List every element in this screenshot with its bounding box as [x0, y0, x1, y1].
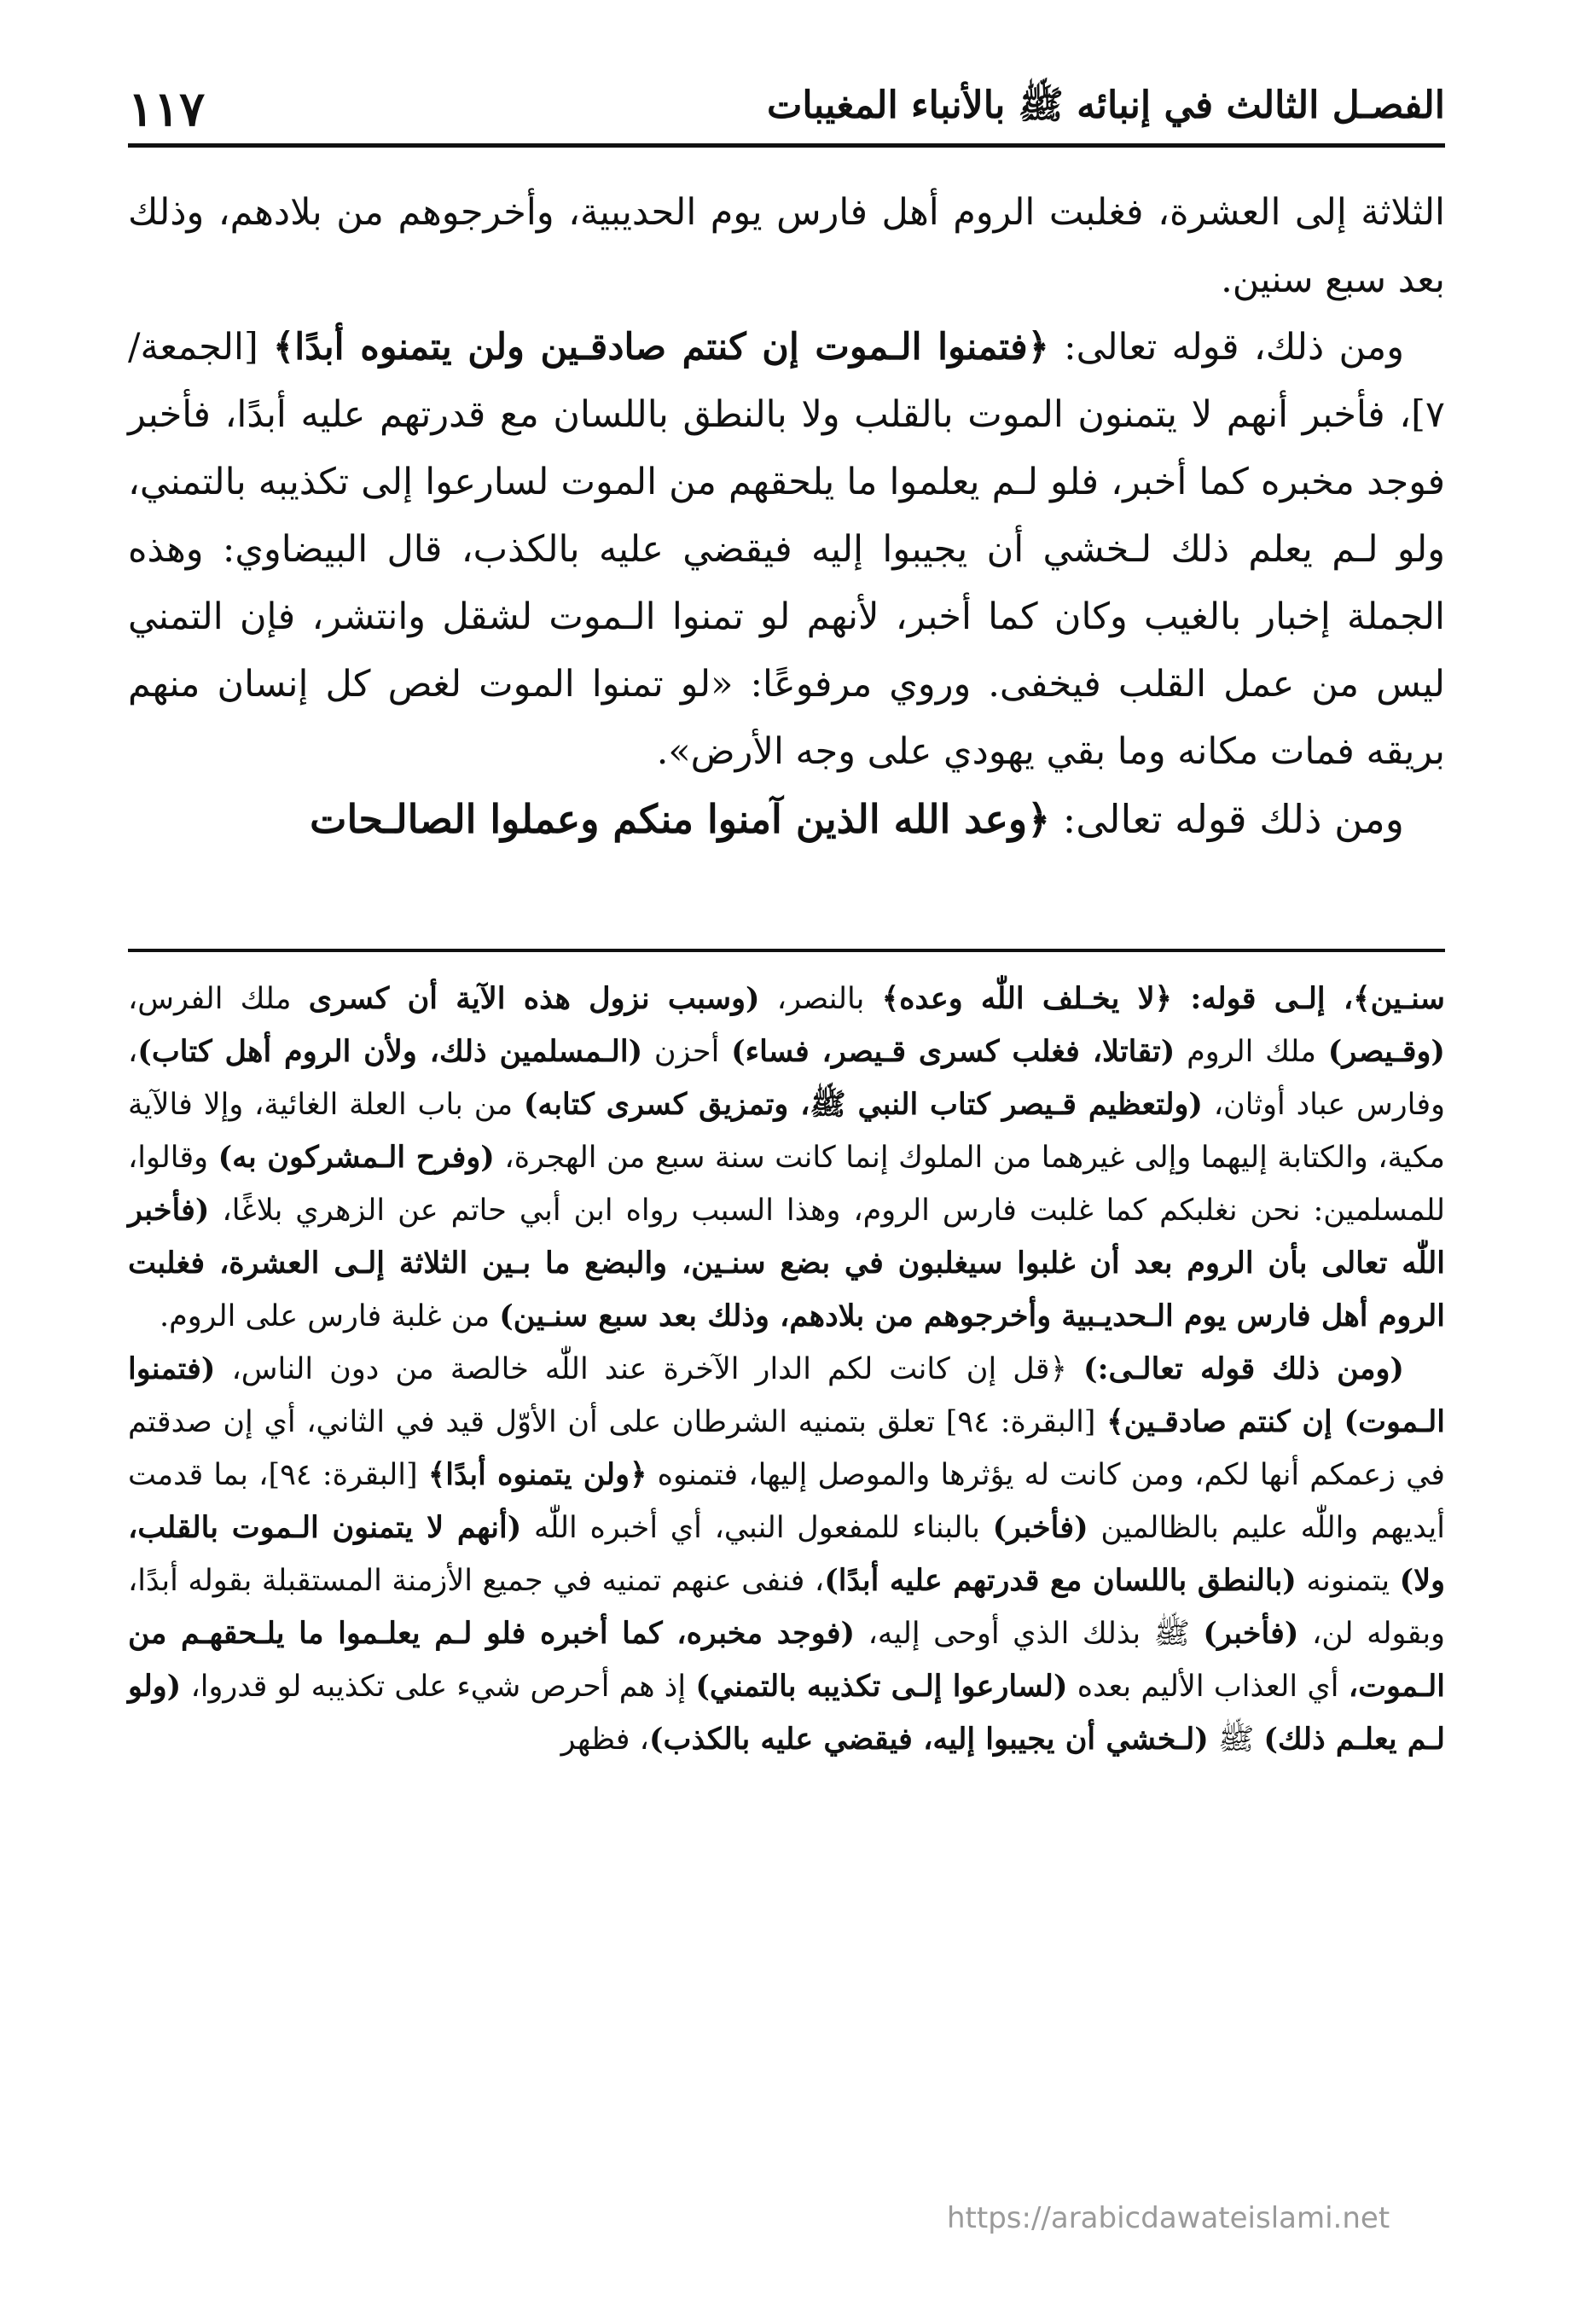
main-paragraph-2	[128, 314, 1445, 786]
commentary-quoted-text: (وفرح الـمشركون به)	[218, 1140, 495, 1175]
quran-verse-1: ﴿فتمنوا الـموت إن كنتم صادقـين ولن يتمنوه أبدًا﴾	[273, 326, 1049, 369]
commentary-quoted-text: (لـخشي أن يجيبوا إليه، فيقضي عليه بالكذب)	[648, 1722, 1209, 1757]
commentary-quoted-text: (لسارعوا إلـى تكذيبه بالتمني)	[695, 1669, 1068, 1704]
running-header	[128, 75, 1445, 143]
commentary-text: ملك الروم	[1175, 1035, 1328, 1069]
watermark-url: https://arabicdawateislami.net	[947, 2201, 1390, 2235]
quran-verse-2: ﴿وعد الله الذين آمنوا منكم وعملوا الصالـحات	[310, 796, 1051, 842]
commentary-paragraph-1	[128, 973, 1445, 1343]
commentary-text: يتمنونه	[1296, 1564, 1400, 1598]
commentary-quoted-text: (ومن ذلك قوله تعالـى:)	[1083, 1351, 1404, 1386]
commentary-paragraph-2	[128, 1343, 1445, 1766]
commentary-text: من غلبة فارس على الروم.	[159, 1299, 500, 1333]
commentary-text: [البقرة: ٩٤] تعلق بتمنيه الشرطان على أن الأوّل قيد في الثاني، أي إن صدقتم في زعمكم أنها لكم، ومن كانت له يؤثرها والموصل إليها، فتمنوه	[128, 1405, 1445, 1492]
commentary-quoted-text: (بالنطق باللسان مع قدرتهم عليه أبدًا)	[824, 1563, 1297, 1598]
commentary-quoted-text: (ولو لـم يعلـم ذلك)	[128, 1669, 1445, 1757]
commentary-text: [البقرة: ٩٤]، بما قدمت أيديهم واللّٰه عليم بالظالمين	[128, 1458, 1446, 1545]
commentary-quoted-text: (أنهم لا يتمنون الـموت بالقلب، ولا)	[128, 1510, 1446, 1598]
main-paragraph-2-intro: ومن ذلك، قوله تعالى:	[1048, 326, 1404, 369]
main-text	[128, 179, 1445, 930]
commentary-quoted-text: (فأخبر اللّٰه تعالى بأن الروم بعد أن غلبوا سيغلبون في بضع سنـين، والبضع ما بـين الثلاثة إلـى العشرة، فغلبت الروم أهل فارس يوم الـحديـبية وأخرجوهم من بلادهم، وذلك بعد سبع سنـين)	[128, 1193, 1445, 1333]
main-paragraph-3-intro: ومن ذلك قوله تعالى:	[1050, 796, 1404, 842]
commentary-quoted-text: (ولتعظيم قـيصر كتاب النبي ﷺ، وتمزيق كسرى كتابه)	[523, 1087, 1203, 1122]
commentary-section	[128, 973, 1445, 2210]
commentary-text: ﷺ بذلك الذي أوحى إليه،	[855, 1617, 1204, 1651]
commentary-text: ، فنفى عنهم تمنيه في جميع الأزمنة المستقبلة بقوله أبدًا، وبقوله لن،	[128, 1564, 1445, 1651]
commentary-quoted-text: (فتمنوا الـموت) إن كنتم صادقـين﴾	[128, 1351, 1445, 1439]
main-paragraph-1: الثلاثة إلى العشرة، فغلبت الروم أهل فارس يوم الحديبية، وأخرجوهم من بلادهم، وذلك بعد سبع سنين.	[128, 191, 1445, 301]
commentary-quoted-text: (الـمسلمين ذلك، ولأن الروم أهل كتاب)	[137, 1034, 643, 1069]
commentary-quoted-text: سنـين﴾، إلـى قوله: ﴿لا يخـلف اللّٰه وعده﴾	[881, 981, 1446, 1016]
commentary-quoted-text: (وقـيصر)	[1327, 1034, 1445, 1069]
commentary-quoted-text: (فأخبر)	[992, 1510, 1088, 1545]
commentary-text: أحزن	[642, 1035, 732, 1069]
main-paragraph-2-body: [الجمعة/ ٧]، فأخبر أنهم لا يتمنون الموت بالقلب ولا بالنطق باللسان مع قدرتهم عليه أبدًا، فأخبر فوجد مخبره كما أخبر، فلو لـم يعلموا ما يلحقهم من الموت لسارعوا إلى تكذيبه بالتمني، ولو لـم يعلم ذلك لـخشي أن يجيبوا إليه فيقضي عليه بالكذب، قال البيضاوي: وهذه الجملة إخبار بالغيب وكان كما أخبر، لأنهم لو تمنوا الـموت لشقل وانتشر، فإن التمني ليس من عمل القلب فيخفى. وروي مرفوعًا: «لو تمنوا الموت لغص كل إنسان منهم بريقه فمات مكانه وما بقي يهودي على وجه الأرض».	[128, 326, 1445, 773]
commentary-text: وقالوا، للمسلمين: نحن نغلبكم كما غلبت فارس الروم، وهذا السبب رواه ابن أبي حاتم عن الزهري بلاغًا،	[128, 1141, 1445, 1228]
commentary-text: بالنصر،	[759, 982, 882, 1016]
commentary-text: بالبناء للمفعول النبي، أي أخبره اللّٰه	[521, 1511, 993, 1545]
commentary-text: ، فظهر	[560, 1723, 649, 1757]
commentary-quoted-text: (فوجد مخبره، كما أخبره فلو لـم يعلـموا ما يلـحقهـم من الـموت،	[128, 1616, 1445, 1704]
commentary-separator	[128, 949, 1445, 952]
commentary-text: ، وفارس عباد أوثان،	[128, 1035, 1445, 1122]
commentary-text: من باب العلة الغائية، وإلا فالآية مكية، والكتابة إليهما وإلى غيرهما من الملوك إنما كانت سنة سبع من الهجرة،	[128, 1088, 1445, 1175]
commentary-quoted-text: (تقاتلا، فغلب كسرى قـيصر، فساء)	[731, 1034, 1175, 1069]
commentary-text: ﴿قل إن كانت لكم الدار الآخرة عند اللّٰه خالصة من دون الناس،	[215, 1352, 1084, 1386]
header-rule	[128, 143, 1445, 148]
commentary-quoted-text: (فأخبر)	[1203, 1616, 1299, 1651]
commentary-text: إذ هم أحرص شيء على تكذيبه لو قدروا،	[181, 1670, 696, 1704]
commentary-text: أي العذاب الأليم بعده	[1067, 1670, 1349, 1704]
chapter-title: الفصـل الثالث في إنبائه ﷺ بالأنباء المغيبات	[767, 84, 1445, 127]
commentary-quoted-text: ﴿ولن يتمنوه أبدًا﴾	[427, 1457, 647, 1492]
commentary-text: ﷺ	[1208, 1723, 1264, 1757]
page-number: ١١٧	[128, 81, 206, 137]
commentary-text: ملك الفرس،	[128, 982, 309, 1016]
main-paragraph-3	[128, 786, 1445, 853]
commentary-quoted-text: (وسبب نزول هذه الآية أن كسرى	[308, 981, 760, 1016]
